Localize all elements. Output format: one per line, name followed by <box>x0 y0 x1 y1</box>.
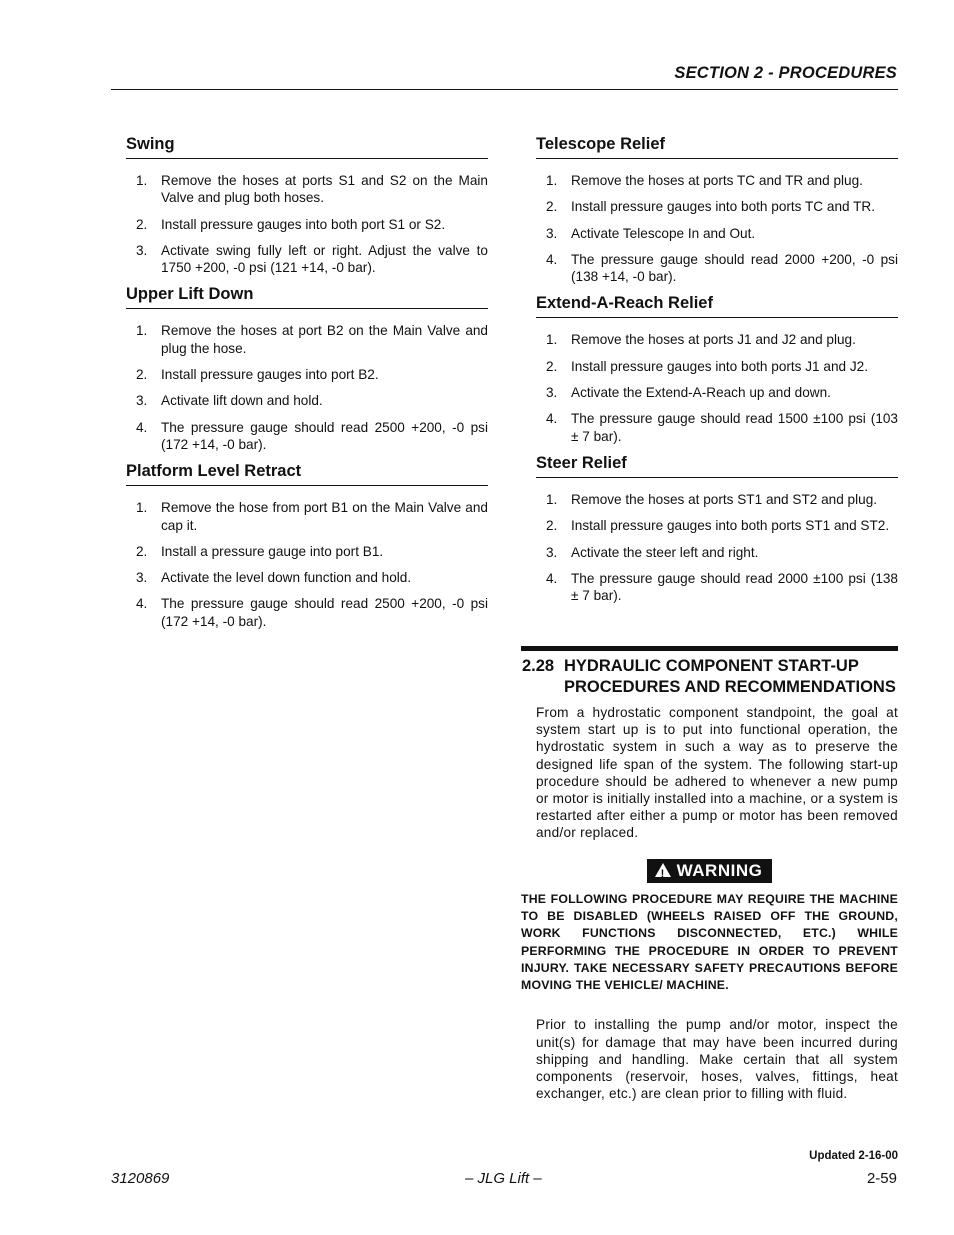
list-item: 4. The pressure gauge should read 1500 ±100 psi (103 ± 7 bar). <box>546 411 898 444</box>
list-item: 3. Activate the steer left and right. <box>546 544 759 560</box>
telescope-relief-section <box>536 135 898 285</box>
right-column <box>536 135 898 613</box>
inspection-paragraph: Prior to installing the pump and/or motor, inspect the unit(s) for damage that may have been incurred during shipping and handling. Make certain that all system components (reservoir, hoses, valves, fittings, heat exchanger, etc.) are clean prior to filling with fluid. <box>536 1017 898 1102</box>
list-item: 4. The pressure gauge should read 2000 ±100 psi (138 ± 7 bar). <box>546 570 898 604</box>
list-item: 2. Install pressure gauges into both ports TC and TR. <box>546 199 876 215</box>
section-title: Steer Relief <box>536 454 898 478</box>
steps-list <box>126 499 488 630</box>
warning-banner <box>521 859 898 883</box>
document-number: 3120869 <box>111 1170 170 1187</box>
warning-label: WARNING <box>676 860 763 880</box>
section-heading-text: HYDRAULIC COMPONENT START-UP PROCEDURES AND RECOMMENDATIONS <box>564 657 896 696</box>
warning-icon <box>655 863 671 877</box>
section-heading <box>521 656 898 697</box>
steer-relief-section <box>536 454 898 604</box>
list-item: 4. The pressure gauge should read 2000 +200, -0 psi (138 +14, -0 bar). <box>546 251 898 285</box>
platform-level-retract-section <box>126 462 488 630</box>
extend-a-reach-relief-section <box>536 294 898 444</box>
list-item: 1. Remove the hoses at ports ST1 and ST2 and plug. <box>546 491 878 507</box>
section-number: 2.28 <box>522 657 555 675</box>
list-item: 2. Install pressure gauges into both ports J1 and J2. <box>546 358 868 374</box>
list-item: 3. Activate swing fully left or right. Adjust the valve to 1750 +200, -0 psi (121 +14, -0 bar). <box>136 242 488 276</box>
section-title: Swing <box>126 135 488 159</box>
swing-section <box>126 135 488 276</box>
list-item: 3. Activate lift down and hold. <box>136 393 323 409</box>
list-item: 1. Remove the hose from port B1 on the Main Valve and cap it. <box>136 500 488 533</box>
warning-text: THE FOLLOWING PROCEDURE MAY REQUIRE THE MACHINE TO BE DISABLED (WHEELS RAISED OFF THE GROUND, WORK FUNCTIONS DISCONNECTED, ETC.) WHILE PERFORMING THE PROCEDURE IN ORDER TO PREVENT INJURY. TAKE NECESSARY SAFETY PRECAUTIONS BEFORE MOVING THE VEHICLE/ MACHINE. <box>521 891 898 993</box>
list-item: 2. Install a pressure gauge into port B1. <box>136 543 384 559</box>
list-item: 2. Install pressure gauges into port B2. <box>136 367 379 383</box>
list-item: 1. Remove the hoses at port B2 on the Main Valve and plug the hose. <box>136 323 488 356</box>
list-item: 3. Activate the Extend-A-Reach up and down. <box>546 385 831 401</box>
left-column <box>126 135 488 639</box>
steps-list <box>536 491 898 604</box>
section-title: Telescope Relief <box>536 135 898 159</box>
list-item: 1. Remove the hoses at ports TC and TR and plug. <box>546 173 863 188</box>
list-item: 4. The pressure gauge should read 2500 +200, -0 psi (172 +14, -0 bar). <box>136 419 488 452</box>
steps-list <box>126 172 488 276</box>
header-rule <box>111 89 898 90</box>
list-item: 1. Remove the hoses at ports J1 and J2 and plug. <box>546 332 856 348</box>
section-title: Platform Level Retract <box>126 462 488 486</box>
updated-date: Updated 2-16-00 <box>809 1150 898 1162</box>
hydraulic-startup-section <box>521 646 898 1102</box>
list-item: 3. Activate Telescope In and Out. <box>546 225 756 241</box>
intro-paragraph: From a hydrostatic component standpoint, the goal at system start up is to put into functional operation, the hydrostatic system in such a way as to preserve the designed life span of the system. The following start-up procedure should be adhered to whenever a new pump or motor is initially installed into a machine, or a system is restarted after either a pump or motor has been removed and/or replaced. <box>536 705 898 841</box>
list-item: 1. Remove the hoses at ports S1 and S2 on the Main Valve and plug both hoses. <box>136 173 488 206</box>
list-item: 4. The pressure gauge should read 2500 +200, -0 psi (172 +14, -0 bar). <box>136 596 488 629</box>
section-title: Extend-A-Reach Relief <box>536 294 898 318</box>
list-item: 3. Activate the level down function and hold. <box>136 570 412 586</box>
list-item: 2. Install pressure gauges into both ports ST1 and ST2. <box>546 518 890 534</box>
steps-list <box>126 322 488 453</box>
footer-brand: – JLG Lift – <box>465 1170 542 1187</box>
upper-lift-down-section <box>126 285 488 453</box>
warning-badge <box>647 859 773 883</box>
section-header: SECTION 2 - PROCEDURES <box>674 64 897 82</box>
page-number: 2-59 <box>866 1170 897 1187</box>
steps-list <box>536 331 898 444</box>
section-title: Upper Lift Down <box>126 285 488 309</box>
steps-list <box>536 172 898 285</box>
list-item: 2. Install pressure gauges into both port S1 or S2. <box>136 216 446 232</box>
